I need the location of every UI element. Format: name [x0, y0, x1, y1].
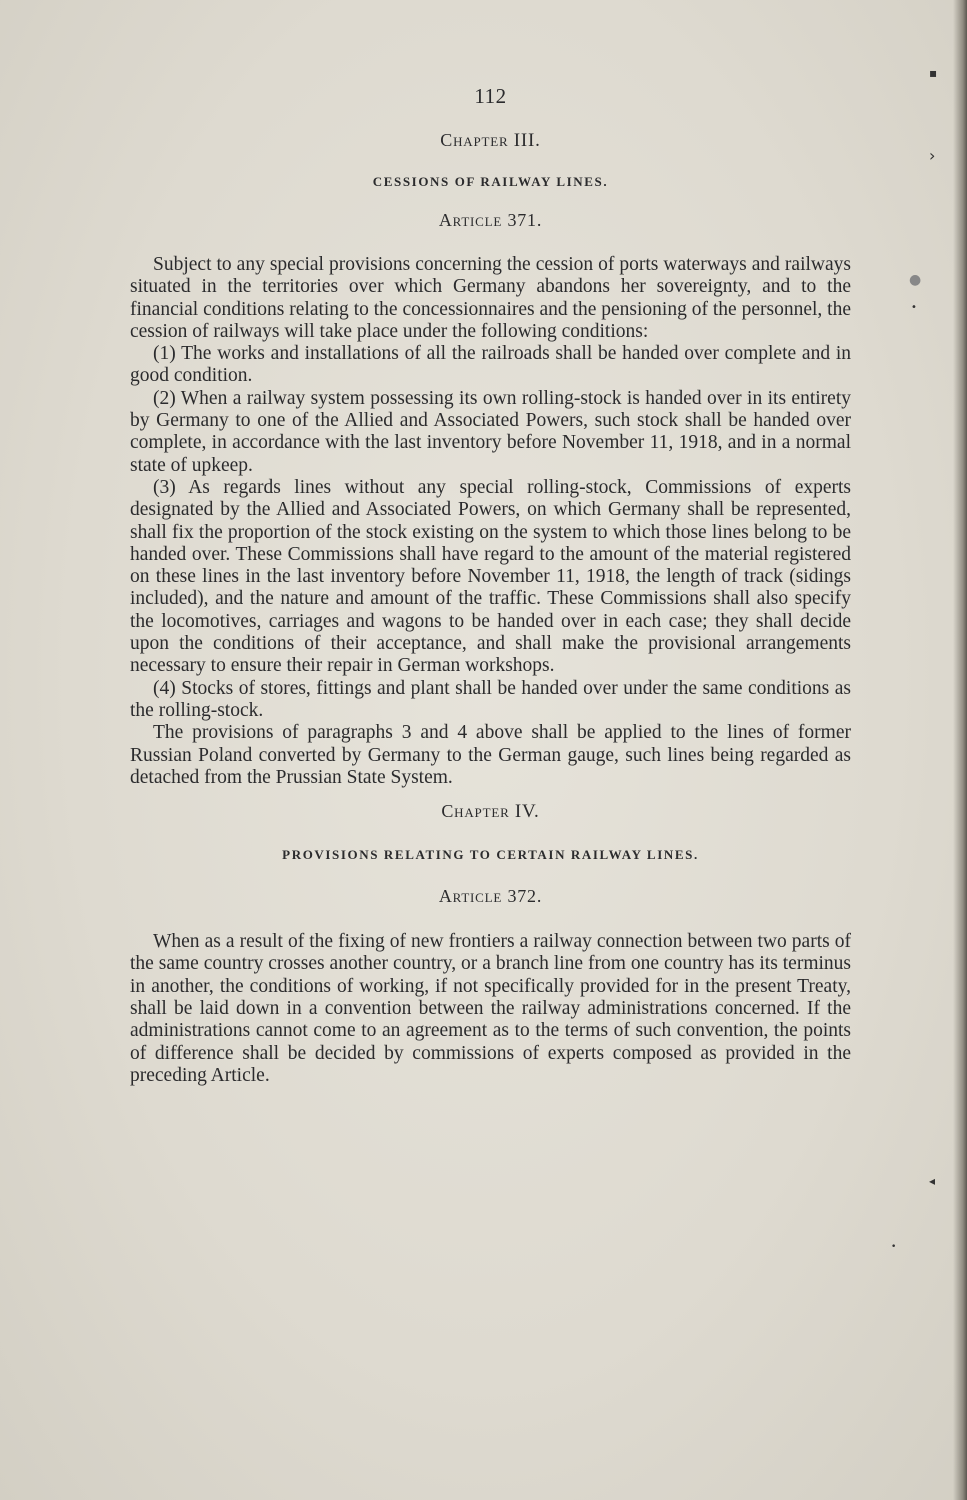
article-heading [130, 886, 851, 907]
chapter-label: Chapter [441, 801, 510, 822]
margin-mark: ● [909, 272, 922, 288]
article-number: 372. [507, 886, 543, 907]
margin-mark: ◂ [929, 1174, 936, 1188]
chapter-label: Chapter [440, 130, 509, 150]
page-number: 112 [474, 84, 507, 108]
chapter-heading [130, 801, 851, 823]
article-heading [130, 210, 851, 231]
article-label: Article [438, 886, 503, 907]
page-edge-shadow [953, 0, 967, 1500]
article-paragraph: When as a result of the fixing of new frontiers a railway connection between two parts of the same country crosses another country, or a branch line from one country has its terminus in another, the conditions of working, if not specifically provided for in the present Treaty, shall be laid down in a convention between the railway administrations concerned. If the administrations cannot come to an agreement as to the terms of such convention, the points of difference shall be decided by commissions of experts composed as provided in the preceding Article. [130, 931, 851, 1086]
margin-mark: • [911, 302, 917, 313]
chapter-subtitle: CESSIONS OF RAILWAY LINES. [372, 174, 609, 189]
margin-mark: › [929, 146, 936, 165]
document-body [130, 84, 851, 1087]
article-paragraph: (1) The works and installations of all the railroads shall be handed over complete and in good condition. [130, 343, 851, 387]
article-paragraph: The provisions of paragraphs 3 and 4 above shall be applied to the lines of former Russian Poland converted by Germany to the German gauge, such lines being regarded as detached from the Prussian State System. [130, 722, 851, 788]
chapter-numeral: III. [513, 130, 541, 151]
article-paragraph: (2) When a railway system possessing its own rolling-stock is handed over in its entirety by Germany to one of the Allied and Associated Powers, such stock shall be handed over complete, in accordance with the last inventory before November 11, 1918, and in a normal state of upkeep. [130, 387, 851, 476]
chapter-subtitle: PROVISIONS RELATING TO CERTAIN RAILWAY LINES. [282, 847, 699, 863]
margin-mark: ▪ [929, 66, 938, 80]
article-paragraph: (4) Stocks of stores, fittings and plant shall be handed over under the same conditions as the rolling-stock. [130, 677, 851, 721]
article-paragraph: (3) As regards lines without any special rolling-stock, Commissions of experts designated by the Allied and Associated Powers, on which Germany shall be represented, shall fix the proportion of the stock existing on the system to which those lines belong to be handed over. These Commissions shall have regard to the amount of the material registered on these lines in the last inventory before November 11, 1918, the length of track (sidings included), and the nature and amount of the traffic. These Commissions shall also specify the locomotives, carriages and wagons to be handed over in each case; they shall decide upon the conditions of their acceptance, and shall make the provisional arrangements necessary to ensure their repair in German workshops. [130, 476, 851, 677]
article-paragraph: Subject to any special provisions concerning the cession of ports waterways and railways situated in the territories over which Germany abandons her sovereignty, and to the financial conditions relating to the concessionnaires and the pensioning of the personnel, the cession of railways will take place under the following conditions: [130, 254, 851, 342]
article-number: 371. [507, 210, 543, 230]
margin-mark: • [891, 1242, 897, 1252]
article-label: Article [438, 210, 503, 230]
chapter-heading [130, 130, 851, 152]
chapter-numeral: IV. [514, 801, 540, 823]
